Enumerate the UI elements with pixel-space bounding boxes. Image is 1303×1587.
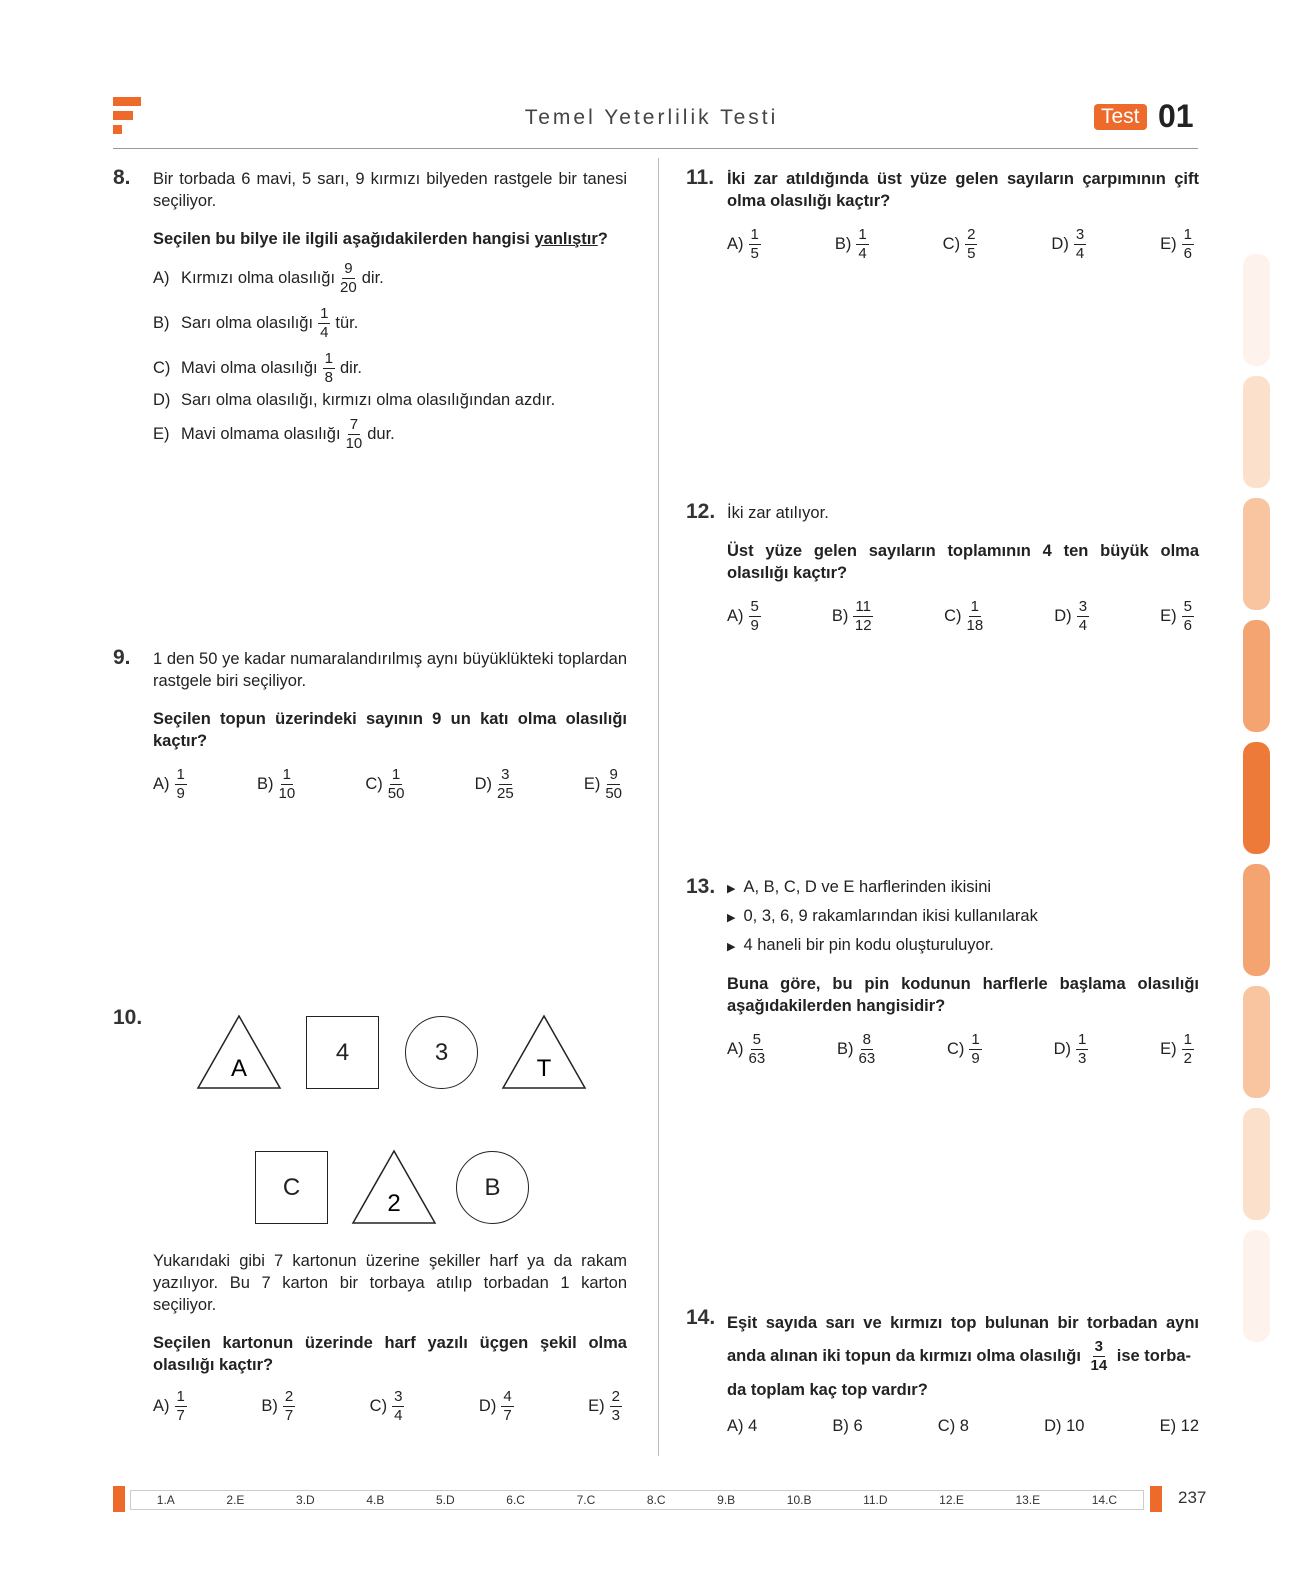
page-title: Temel Yeterlilik Testi — [524, 106, 779, 129]
options-row — [727, 598, 1199, 635]
option-d[interactable]: D) $\frac{3}{4}$ — [1054, 598, 1088, 634]
option-b[interactable]: B) $\frac{8}{63}$ — [837, 1031, 876, 1067]
answer-key-item: 11.D — [863, 1493, 888, 1507]
answer-key-item: 2.E — [226, 1493, 245, 1507]
answer-key-item: 14.C — [1091, 1493, 1118, 1507]
options-row — [727, 1417, 1199, 1436]
card-label: 2 — [387, 1190, 401, 1217]
triangle-card-a — [196, 1014, 282, 1090]
answer-key-marker — [113, 1486, 125, 1512]
options-row — [727, 1031, 1199, 1068]
option-c[interactable]: C) $\frac{1}{18}$ — [944, 598, 984, 634]
column-divider — [658, 158, 659, 1456]
page-number: 237 — [1178, 1488, 1207, 1507]
triangle-card-2 — [351, 1149, 437, 1225]
bullet-item: ▶ 4 haneli bir pin kodu oluşturuluyor. — [727, 936, 994, 954]
square-card-4: 4 — [306, 1016, 379, 1089]
option-b[interactable]: B) 6 — [832, 1417, 863, 1435]
options-row — [727, 226, 1199, 263]
option-e[interactable]: E) $\frac{5}{6}$ — [1160, 598, 1192, 634]
option-e[interactable]: E) $\frac{1}{2}$ — [1160, 1031, 1192, 1067]
question-number: 13. — [686, 875, 716, 898]
answer-key-item: 4.B — [366, 1493, 385, 1507]
fraction: $\frac{3}{14}$ — [1090, 1338, 1108, 1374]
side-tab — [1243, 498, 1270, 610]
answer-key-item: 12.E — [939, 1493, 964, 1507]
question-number: 9. — [113, 646, 131, 669]
option-d[interactable]: D) $\frac{4}{7}$ — [478, 1388, 512, 1424]
circle-card-b: B — [456, 1151, 529, 1224]
question-9 — [153, 648, 627, 803]
question-stem: Seçilen topun üzerindeki sayının 9 un katı olma olasılığı kaçtır? — [153, 710, 627, 750]
option-e[interactable]: E) 12 — [1159, 1417, 1199, 1435]
option-b[interactable]: B) $\frac{2}{7}$ — [261, 1388, 294, 1424]
option-c[interactable]: C) Mavi olma olasılığı $\frac{1}{8}$ dir. — [153, 350, 362, 386]
question-intro: 1 den 50 ye kadar numaralandırılmış aynı büyüklükteki toplardan rastgele biri seçiliyor. — [153, 650, 627, 690]
side-tab — [1243, 376, 1270, 488]
option-e[interactable]: E) $\frac{9}{50}$ — [583, 766, 622, 802]
option-c[interactable]: C) $\frac{1}{9}$ — [947, 1031, 980, 1067]
option-a[interactable]: A) $\frac{1}{5}$ — [727, 226, 759, 262]
question-14 — [727, 1308, 1199, 1436]
circle-card-3: 3 — [405, 1016, 478, 1089]
square-card-c: C — [255, 1151, 328, 1224]
bullet-triangle-icon: ▶ — [727, 941, 736, 953]
option-c[interactable]: C) 8 — [937, 1417, 969, 1435]
option-a[interactable]: A) $\frac{1}{9}$ — [153, 766, 185, 802]
question-stem: İki zar atıldığında üst yüze gelen sayıların çarpımının çift olma olasılığı kaçtır? — [727, 170, 1199, 210]
test-number: 01 — [1158, 98, 1194, 134]
side-tab — [1243, 1230, 1270, 1342]
options-row — [153, 1388, 627, 1425]
option-e[interactable]: E) $\frac{2}{3}$ — [588, 1388, 620, 1424]
answer-key-item: 7.C — [576, 1493, 596, 1507]
question-number: 11. — [686, 166, 715, 189]
card-label: A — [230, 1055, 248, 1082]
question-10 — [153, 1250, 627, 1425]
side-tab — [1243, 864, 1270, 976]
question-stem: Seçilen bu bilye ile ilgili aşağıdakilerden hangisi yanlıştır? — [153, 230, 608, 248]
question-11 — [727, 168, 1199, 263]
answer-key-item: 6.C — [506, 1493, 525, 1507]
option-e[interactable]: E) $\frac{1}{6}$ — [1160, 226, 1192, 262]
option-a[interactable]: A) $\frac{5}{63}$ — [727, 1031, 766, 1067]
bullet-triangle-icon: ▶ — [727, 883, 736, 895]
test-badge: Test — [1094, 104, 1147, 130]
side-tab — [1243, 1108, 1270, 1220]
question-stem: Buna göre, bu pin kodunun harflerle başlama olasılığı aşağıdakilerden hangisidir? — [727, 975, 1199, 1015]
fraction: $\frac{9}{20}$ — [340, 260, 357, 296]
option-a[interactable]: A) Kırmızı olma olasılığı $\frac{9}{20}$ dir. — [153, 260, 384, 296]
option-e[interactable]: E) Mavi olmama olasılığı $\frac{7}{10}$ dur. — [153, 416, 395, 452]
triangle-card-t — [501, 1014, 587, 1090]
option-d[interactable]: D) $\frac{3}{4}$ — [1051, 226, 1085, 262]
header-divider — [113, 148, 1198, 149]
option-b[interactable]: B) $\frac{1}{4}$ — [834, 226, 867, 262]
question-stem: Eşit sayıda sarı ve kırmızı top bulunan bir torbadan aynı anda alınan iki topun da kırmızı olma olasılığı $\frac{3}{14}$ ise torba- da toplam kaç top vardır? — [727, 1314, 1199, 1399]
answer-key-item: 1.A — [156, 1493, 175, 1507]
question-number: 8. — [113, 166, 131, 189]
option-d[interactable]: D) $\frac{1}{3}$ — [1053, 1031, 1087, 1067]
options-row — [153, 766, 627, 803]
question-number: 12. — [686, 500, 716, 523]
option-d[interactable]: D) 10 — [1044, 1417, 1085, 1435]
card-label: T — [536, 1055, 552, 1082]
option-c[interactable]: C) $\frac{3}{4}$ — [369, 1388, 403, 1424]
answer-key-item: 3.D — [296, 1493, 315, 1507]
question-number: 14. — [686, 1306, 716, 1329]
question-13 — [727, 874, 1199, 1068]
side-tab — [1243, 620, 1270, 732]
option-a[interactable]: A) $\frac{1}{7}$ — [153, 1388, 185, 1424]
question-12 — [727, 502, 1199, 635]
question-stem: Seçilen kartonun üzerinde harf yazılı üçgen şekil olma olasılığı kaçtır? — [153, 1334, 627, 1374]
option-b[interactable]: B) Sarı olma olasılığı $\frac{1}{4}$ tür. — [153, 305, 359, 341]
side-tab — [1243, 254, 1270, 366]
option-d[interactable]: D) $\frac{3}{25}$ — [474, 766, 514, 802]
answer-key-item: 9.B — [717, 1493, 736, 1507]
question-number: 10. — [113, 1006, 143, 1029]
question-stem: Üst yüze gelen sayıların toplamının 4 ten büyük olma olasılığı kaçtır? — [727, 542, 1199, 582]
option-a[interactable]: A) 4 — [727, 1417, 758, 1435]
fraction: $\frac{1}{4}$ — [320, 305, 329, 341]
option-c[interactable]: C) $\frac{1}{50}$ — [365, 766, 405, 802]
fraction: $\frac{1}{8}$ — [324, 350, 333, 386]
question-intro: Bir torbada 6 mavi, 5 sarı, 9 kırmızı bilyeden rastgele bir tanesi seçiliyor. — [153, 170, 627, 210]
bullet-item: ▶ 0, 3, 6, 9 rakamlarından ikisi kullanılarak — [727, 907, 1038, 925]
option-c[interactable]: C) $\frac{2}{5}$ — [942, 226, 976, 262]
option-b[interactable]: B) $\frac{11}{12}$ — [831, 598, 872, 634]
answer-key-item: 10.B — [786, 1493, 812, 1507]
answer-key-item: 5.D — [435, 1493, 455, 1507]
question-intro: Yukarıdaki gibi 7 kartonun üzerine şekiller harf ya da rakam yazılıyor. Bu 7 karton bir torbaya atılıp torbadan 1 karton seçiliyor. — [153, 1252, 627, 1314]
question-intro: İki zar atılıyor. — [727, 504, 829, 522]
option-b[interactable]: B) $\frac{1}{10}$ — [256, 766, 296, 802]
answer-key-item: 8.C — [646, 1493, 666, 1507]
option-a[interactable]: A) $\frac{5}{9}$ — [727, 598, 759, 634]
answer-key-marker — [1150, 1486, 1162, 1512]
bullet-triangle-icon: ▶ — [727, 912, 736, 924]
answer-key-item: 13.E — [1015, 1493, 1041, 1507]
side-tab-active — [1243, 742, 1270, 854]
fraction: $\frac{7}{10}$ — [345, 416, 363, 452]
option-d[interactable]: D) Sarı olma olasılığı, kırmızı olma olasılığından azdır. — [153, 391, 556, 409]
side-tab — [1243, 986, 1270, 1098]
answer-key — [130, 1490, 1144, 1510]
question-8 — [153, 168, 627, 453]
bullet-item: ▶ A, B, C, D ve E harflerinden ikisini — [727, 878, 992, 896]
